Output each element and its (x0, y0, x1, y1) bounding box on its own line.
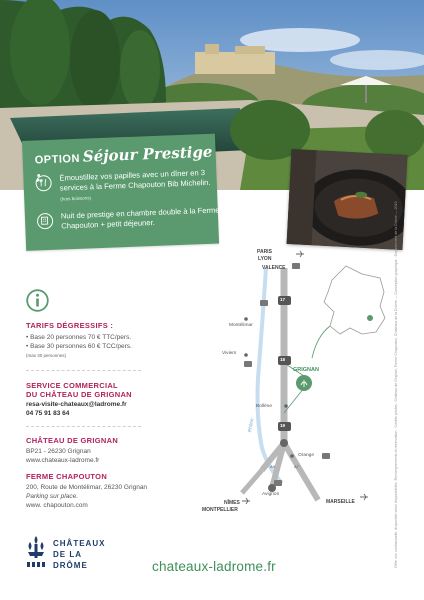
map-label-paris: PARIS (257, 249, 272, 255)
map-label-a7: A7 (294, 464, 299, 469)
side-credit-text (392, 180, 404, 570)
option-item1-text: Émoustillez vos papilles avec un dîner en 3 services à la Ferme Chapouton Bib Michelin. (59, 168, 211, 193)
map-label-marseille: MARSEILLE (326, 499, 355, 505)
map-label-viviers: Viviers (222, 351, 237, 356)
ferme-address: 200, Route de Montélimar, 26230 Grignan (26, 484, 148, 491)
hotel-icon (37, 213, 54, 230)
map-label-lyon: LYON (258, 256, 272, 262)
map-label-a9: A9 (270, 464, 275, 469)
map-label-grignan: GRIGNAN (293, 367, 319, 373)
map-label-avignon: Avignon (262, 492, 280, 497)
map-exit-17: 17 (280, 297, 286, 302)
route-map (202, 248, 392, 518)
logo-line-2: DE LA (53, 550, 82, 559)
logo-line-1: CHÂTEAUX (53, 539, 106, 548)
tarif-note: (max 30 personnes) (26, 353, 67, 358)
tarifs-title: TARIFS DÉGRESSIFS : (26, 321, 114, 330)
map-label-orange: Orange (298, 453, 314, 458)
map-exit-19: 19 (280, 423, 286, 428)
map-label-rhone: Rhône (248, 418, 256, 433)
option-title-script: Séjour Prestige : (35, 142, 213, 186)
map-label-montpellier: MONTPELLIER (202, 507, 238, 513)
option-sejour-prestige-box (22, 134, 219, 251)
map-label-nimes: NÎMES (224, 500, 240, 506)
service-title-line1: SERVICE COMMERCIAL (26, 381, 118, 390)
dish-photo (287, 149, 408, 250)
tarif-line-2: • Base 30 personnes 60 € TCC/pers. (26, 343, 132, 350)
map-label-valence: VALENCE (262, 265, 286, 271)
service-title-line2: DU CHÂTEAU DE GRIGNAN (26, 390, 132, 399)
chateau-address: BP21 - 26230 Grignan (26, 448, 91, 455)
divider (26, 426, 141, 427)
tarif-line-1: • Base 20 personnes 70 € TTC/pers. (26, 334, 132, 341)
chateau-title: CHÂTEAU DE GRIGNAN (26, 436, 119, 445)
logo-line-3: DRÔME (53, 561, 88, 570)
map-label-bollene: Bollène (256, 404, 273, 409)
chateau-website-link[interactable]: www.chateaux-ladrome.fr (26, 457, 100, 464)
ferme-website-link[interactable]: www. chapouton.com (26, 502, 88, 509)
cutlery-icon (35, 175, 52, 192)
ferme-title: FERME CHAPOUTON (26, 472, 108, 481)
side-credit-line: Offre non contractuelle, disponible selon disponibilités. Renseignements et réservation : Crédits photos : Château de Grignan, Ferme Chapouton, Chateaux de la Drôme — Conception graphique : Département de la Drôme — 2019 (394, 201, 398, 568)
option-title-prefix: OPTION (34, 152, 81, 167)
option-item2-text: Nuit de prestige en chambre double à la Ferme Chapouton + petit déjeuner. (60, 205, 220, 231)
dish-illustration (287, 149, 408, 250)
logo-text (53, 538, 105, 571)
service-phone[interactable]: 04 75 91 83 64 (26, 410, 70, 417)
ferme-parking: Parking sur place. (26, 493, 79, 500)
route-map-svg (222, 248, 392, 518)
option-item1-note: (hors boissons) (60, 195, 92, 202)
divider (26, 370, 141, 371)
map-label-montelimar: Montélimar (229, 323, 253, 328)
chateaux-drome-logo-icon (25, 535, 47, 569)
map-exit-18: 18 (280, 357, 286, 362)
footer-website-link[interactable]: chateaux-ladrome.fr (152, 559, 276, 574)
service-email-link[interactable]: resa-visite-chateaux@ladrome.fr (26, 401, 127, 408)
info-icon (26, 289, 49, 312)
